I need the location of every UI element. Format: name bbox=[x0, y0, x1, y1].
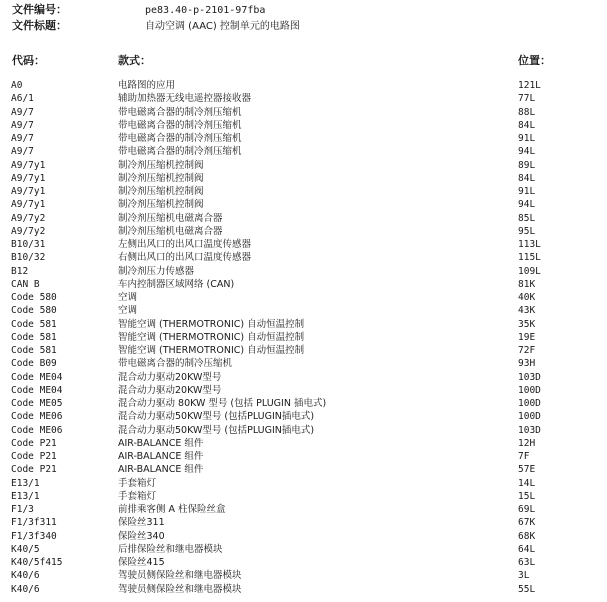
row-code: A9/7 bbox=[11, 133, 34, 144]
row-position: 64L bbox=[518, 543, 536, 555]
table-row bbox=[0, 79, 607, 92]
row-code: K40/5f415 bbox=[11, 557, 63, 568]
table-row bbox=[0, 278, 607, 291]
row-position: 3L bbox=[518, 570, 530, 582]
row-position: 100D bbox=[518, 398, 541, 409]
table-row bbox=[0, 490, 607, 503]
row-code: K40/5 bbox=[11, 543, 40, 555]
row-item: AIR-BALANCE 组件 bbox=[118, 464, 204, 476]
row-item: AIR-BALANCE 组件 bbox=[118, 451, 204, 462]
table-row bbox=[0, 318, 607, 331]
row-item: 制冷剂压缩机控制阀 bbox=[118, 186, 204, 197]
row-code: Code ME06 bbox=[11, 424, 63, 436]
table-row bbox=[0, 198, 607, 211]
table-row bbox=[0, 145, 607, 158]
table-row bbox=[0, 357, 607, 370]
table-row bbox=[0, 543, 607, 556]
row-code: Code P21 bbox=[11, 437, 57, 449]
row-position: 109L bbox=[518, 265, 541, 277]
row-position: 67K bbox=[518, 517, 536, 529]
row-item: 辅助加热器无线电遥控器接收器 bbox=[118, 93, 252, 105]
row-position: 121L bbox=[518, 80, 541, 91]
row-code: Code ME05 bbox=[11, 398, 63, 409]
row-position: 81K bbox=[518, 278, 536, 290]
row-position: 91L bbox=[518, 133, 536, 144]
column-header-code: 代码： bbox=[12, 54, 45, 67]
row-item: 驾驶员侧保险丝和继电器模块 bbox=[118, 583, 242, 595]
row-code: E13/1 bbox=[11, 477, 40, 489]
table-row bbox=[0, 291, 607, 304]
row-code: E13/1 bbox=[11, 490, 40, 502]
row-code: Code ME04 bbox=[11, 384, 63, 396]
table-row bbox=[0, 172, 607, 185]
row-item: 后排保险丝和继电器模块 bbox=[118, 543, 223, 555]
row-item: 带电磁离合器的制冷剂压缩机 bbox=[118, 146, 242, 158]
doc-title-value: 自动空调 (AAC) 控制单元的电路图 bbox=[145, 21, 300, 32]
row-item: 制冷剂压缩机电磁离合器 bbox=[118, 212, 223, 224]
table-row bbox=[0, 583, 607, 596]
row-position: 7F bbox=[518, 451, 530, 462]
row-item: 保险丝340 bbox=[118, 530, 165, 542]
row-code: A9/7y1 bbox=[11, 199, 46, 211]
doc-number-label: 文件编号： bbox=[12, 3, 67, 16]
row-item: 车内控制器区域网络 (CAN) bbox=[118, 278, 235, 290]
table-row bbox=[0, 463, 607, 476]
row-code: CAN B bbox=[11, 278, 40, 290]
row-code: A9/7y2 bbox=[11, 212, 46, 224]
table-row bbox=[0, 410, 607, 423]
row-position: 55L bbox=[518, 583, 536, 595]
table-row bbox=[0, 556, 607, 569]
row-position: 57E bbox=[518, 464, 536, 476]
doc-title-label: 文件标题： bbox=[12, 19, 67, 32]
row-position: 88L bbox=[518, 106, 536, 118]
row-code: F1/3f340 bbox=[11, 530, 57, 542]
row-item: 混合动力驱动50KW型号 (包括PLUGIN插电式) bbox=[118, 411, 315, 423]
column-header-item: 款式： bbox=[118, 54, 151, 67]
row-code: Code P21 bbox=[11, 464, 57, 476]
row-code: B10/31 bbox=[11, 239, 46, 250]
table-row bbox=[0, 384, 607, 397]
table-row bbox=[0, 450, 607, 463]
row-code: A9/7 bbox=[11, 106, 34, 118]
row-item: 混合动力驱动 80KW 型号 (包括 PLUGIN 插电式) bbox=[118, 398, 327, 409]
table-row bbox=[0, 119, 607, 132]
row-code: A9/7y1 bbox=[11, 172, 46, 184]
row-item: 混合动力驱动50KW型号 (包括PLUGIN插电式) bbox=[118, 424, 315, 436]
row-item: 左侧出风口的出风口温度传感器 bbox=[118, 239, 252, 250]
row-position: 113L bbox=[518, 239, 541, 250]
row-code: Code 580 bbox=[11, 292, 57, 303]
row-item: 制冷剂压缩机控制阀 bbox=[118, 159, 204, 171]
row-item: 制冷剂压缩机电磁离合器 bbox=[118, 225, 223, 237]
row-code: A9/7 bbox=[11, 146, 34, 158]
row-item: 带电磁离合器的制冷剂压缩机 bbox=[118, 119, 242, 131]
table-row bbox=[0, 424, 607, 437]
row-code: Code 581 bbox=[11, 345, 57, 356]
row-code: B12 bbox=[11, 265, 29, 277]
row-position: 91L bbox=[518, 186, 536, 197]
row-position: 12H bbox=[518, 437, 536, 449]
row-code: A6/1 bbox=[11, 93, 34, 105]
table-row bbox=[0, 530, 607, 543]
row-code: Code B09 bbox=[11, 358, 57, 370]
row-position: 89L bbox=[518, 159, 536, 171]
row-position: 69L bbox=[518, 504, 536, 515]
row-item: 前排乘客侧 A 柱保险丝盒 bbox=[118, 504, 226, 515]
row-item: 带电磁离合器的制冷剂压缩机 bbox=[118, 106, 242, 118]
row-code: A9/7 bbox=[11, 119, 34, 131]
table-row bbox=[0, 331, 607, 344]
table-row bbox=[0, 437, 607, 450]
row-position: 93H bbox=[518, 358, 536, 370]
table-row bbox=[0, 238, 607, 251]
table-row bbox=[0, 569, 607, 582]
row-code: A0 bbox=[11, 80, 23, 91]
table-row bbox=[0, 304, 607, 317]
row-position: 40K bbox=[518, 292, 536, 303]
row-code: A9/7y2 bbox=[11, 225, 46, 237]
row-code: F1/3f311 bbox=[11, 517, 57, 529]
column-header-position: 位置： bbox=[518, 54, 551, 67]
row-code: K40/6 bbox=[11, 583, 40, 595]
row-position: 77L bbox=[518, 93, 536, 105]
row-position: 94L bbox=[518, 146, 536, 158]
table-row bbox=[0, 371, 607, 384]
row-item: 手套箱灯 bbox=[118, 477, 157, 489]
table-row bbox=[0, 106, 607, 119]
table-row bbox=[0, 344, 607, 357]
table-row bbox=[0, 132, 607, 145]
row-item: 空调 bbox=[118, 305, 138, 317]
row-position: 85L bbox=[518, 212, 536, 224]
row-code: Code ME06 bbox=[11, 411, 63, 423]
row-position: 94L bbox=[518, 199, 536, 211]
row-item: 智能空调 (THERMOTRONIC) 自动恒温控制 bbox=[118, 345, 305, 356]
row-code: Code 581 bbox=[11, 331, 57, 343]
table-row bbox=[0, 185, 607, 198]
row-code: A9/7y1 bbox=[11, 186, 46, 197]
row-position: 68K bbox=[518, 530, 536, 542]
table-row bbox=[0, 92, 607, 105]
row-code: Code 580 bbox=[11, 305, 57, 317]
row-item: 带电磁离合器的制冷压缩机 bbox=[118, 358, 233, 370]
row-position: 100D bbox=[518, 384, 541, 396]
row-item: 混合动力驱动20KW型号 bbox=[118, 384, 222, 396]
table-row bbox=[0, 265, 607, 278]
row-position: 35K bbox=[518, 318, 536, 330]
row-item: 手套箱灯 bbox=[118, 490, 157, 502]
row-item: 制冷剂压缩机控制阀 bbox=[118, 172, 204, 184]
row-item: 智能空调 (THERMOTRONIC) 自动恒温控制 bbox=[118, 318, 305, 330]
row-item: 制冷剂压力传感器 bbox=[118, 265, 195, 277]
row-position: 19E bbox=[518, 331, 536, 343]
row-position: 95L bbox=[518, 225, 536, 237]
row-position: 72F bbox=[518, 345, 536, 356]
row-item: 保险丝311 bbox=[118, 517, 165, 529]
table-row bbox=[0, 212, 607, 225]
row-position: 103D bbox=[518, 371, 541, 383]
row-item: 混合动力驱动20KW型号 bbox=[118, 371, 222, 383]
table-row bbox=[0, 225, 607, 238]
row-code: Code P21 bbox=[11, 451, 57, 462]
table-row bbox=[0, 397, 607, 410]
row-code: Code 581 bbox=[11, 318, 57, 330]
code-table bbox=[0, 79, 607, 596]
row-position: 103D bbox=[518, 424, 541, 436]
doc-number-value: pe83.40-p-2101-97fba bbox=[145, 5, 266, 16]
row-position: 43K bbox=[518, 305, 536, 317]
table-row bbox=[0, 516, 607, 529]
row-position: 84L bbox=[518, 172, 536, 184]
row-item: 右侧出风口的出风口温度传感器 bbox=[118, 252, 252, 264]
table-row bbox=[0, 503, 607, 516]
row-position: 63L bbox=[518, 557, 536, 568]
row-code: K40/6 bbox=[11, 570, 40, 582]
row-item: 智能空调 (THERMOTRONIC) 自动恒温控制 bbox=[118, 331, 305, 343]
table-row bbox=[0, 159, 607, 172]
row-item: AIR-BALANCE 组件 bbox=[118, 437, 204, 449]
row-position: 84L bbox=[518, 119, 536, 131]
table-row bbox=[0, 251, 607, 264]
row-item: 空调 bbox=[118, 292, 138, 303]
row-position: 14L bbox=[518, 477, 536, 489]
row-item: 保险丝415 bbox=[118, 557, 165, 568]
row-item: 制冷剂压缩机控制阀 bbox=[118, 199, 204, 211]
row-item: 电路图的应用 bbox=[118, 80, 176, 91]
row-position: 15L bbox=[518, 490, 536, 502]
row-code: Code ME04 bbox=[11, 371, 63, 383]
row-item: 驾驶员侧保险丝和继电器模块 bbox=[118, 570, 242, 582]
row-code: F1/3 bbox=[11, 504, 34, 515]
row-code: A9/7y1 bbox=[11, 159, 46, 171]
row-position: 115L bbox=[518, 252, 541, 264]
row-item: 带电磁离合器的制冷剂压缩机 bbox=[118, 133, 242, 144]
row-code: B10/32 bbox=[11, 252, 46, 264]
row-position: 100D bbox=[518, 411, 541, 423]
table-row bbox=[0, 477, 607, 490]
